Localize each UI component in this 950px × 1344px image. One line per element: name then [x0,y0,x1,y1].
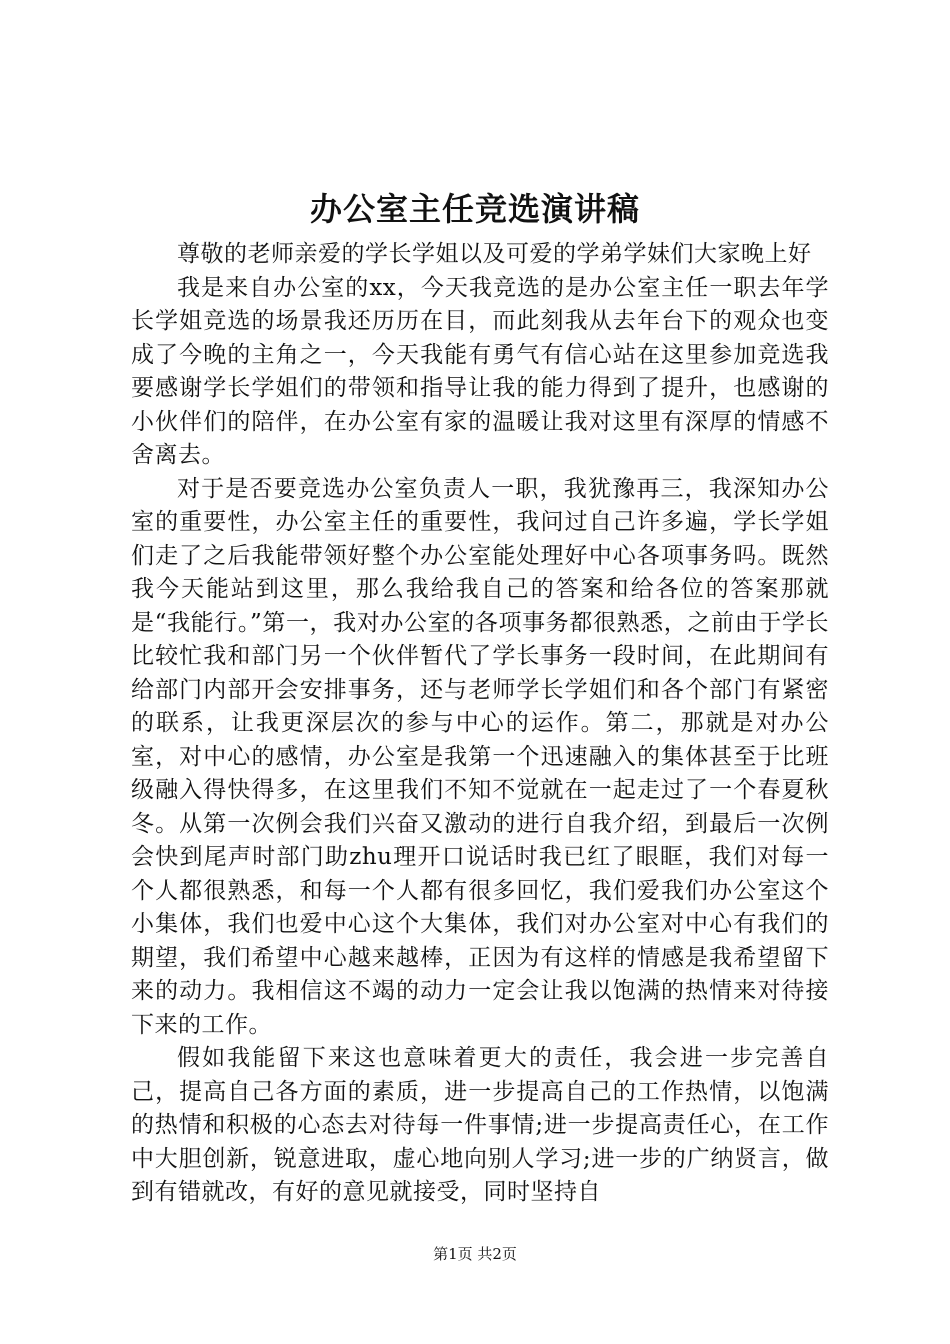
document-body [131,238,829,1210]
paragraph-reasons: 对于是否要竞选办公室负责人一职，我犹豫再三，我深知办公室的重要性，办公室主任的重要性，我问过自己许多遍，学长学姐们走了之后我能带领好整个办公室能处理好中心各项事务吗。既然我今天能站到这里，那么我给我自己的答案和给各位的答案那就是“我能行。”第一，我对办公室的各项事务都很熟悉，之前由于学长比较忙我和部门另一个伙伴暂代了学长事务一段时间，在此期间有给部门内部开会安排事务，还与老师学长学姐们和各个部门有紧密的联系，让我更深层次的参与中心的运作。第二，那就是对办公室，对中心的感情，办公室是我第一个迅速融入的集体甚至于比班级融入得快得多，在这里我们不知不觉就在一起走过了一个春夏秋冬。从第一次例会我们兴奋又激动的进行自我介绍，到最后一次例会快到尾声时部门助zhu理开口说话时我已红了眼眶，我们对每一个人都很熟悉，和每一个人都有很多回忆，我们爱我们办公室这个小集体，我们也爱中心这个大集体，我们对办公室对中心有我们的期望，我们希望中心越来越棒，正因为有这样的情感是我希望留下来的动力。我相信这不竭的动力一定会让我以饱满的热情来对待接下来的工作。 [131,475,829,1038]
paragraph-introduction: 我是来自办公室的xx，今天我竞选的是办公室主任一职去年学长学姐竞选的场景我还历历在目，而此刻我从去年台下的观众也变成了今晚的主角之一，今天我能有勇气有信心站在这里参加竞选我要感谢学长学姐们的带领和指导让我的能力得到了提升，也感谢的小伙伴们的陪伴，在办公室有家的温暖让我对这里有深厚的情感不舍离去。 [131,274,829,468]
document-title: 办公室主任竞选演讲稿 [309,190,640,228]
paragraph-greeting: 尊敬的老师亲爱的学长学姐以及可爱的学弟学妹们大家晚上好 [177,241,812,267]
page-number: 第1页 共2页 [433,1245,517,1263]
paragraph-commitment: 假如我能留下来这也意味着更大的责任，我会进一步完善自己，提高自己各方面的素质，进一步提高自己的工作热情，以饱满的热情和积极的心态去对待每一件事情;进一步提高责任心，在工作中大胆创新，锐意进取，虚心地向别人学习;进一步的广纳贤言，做到有错就改，有好的意见就接受，同时坚持自 [131,1045,829,1205]
